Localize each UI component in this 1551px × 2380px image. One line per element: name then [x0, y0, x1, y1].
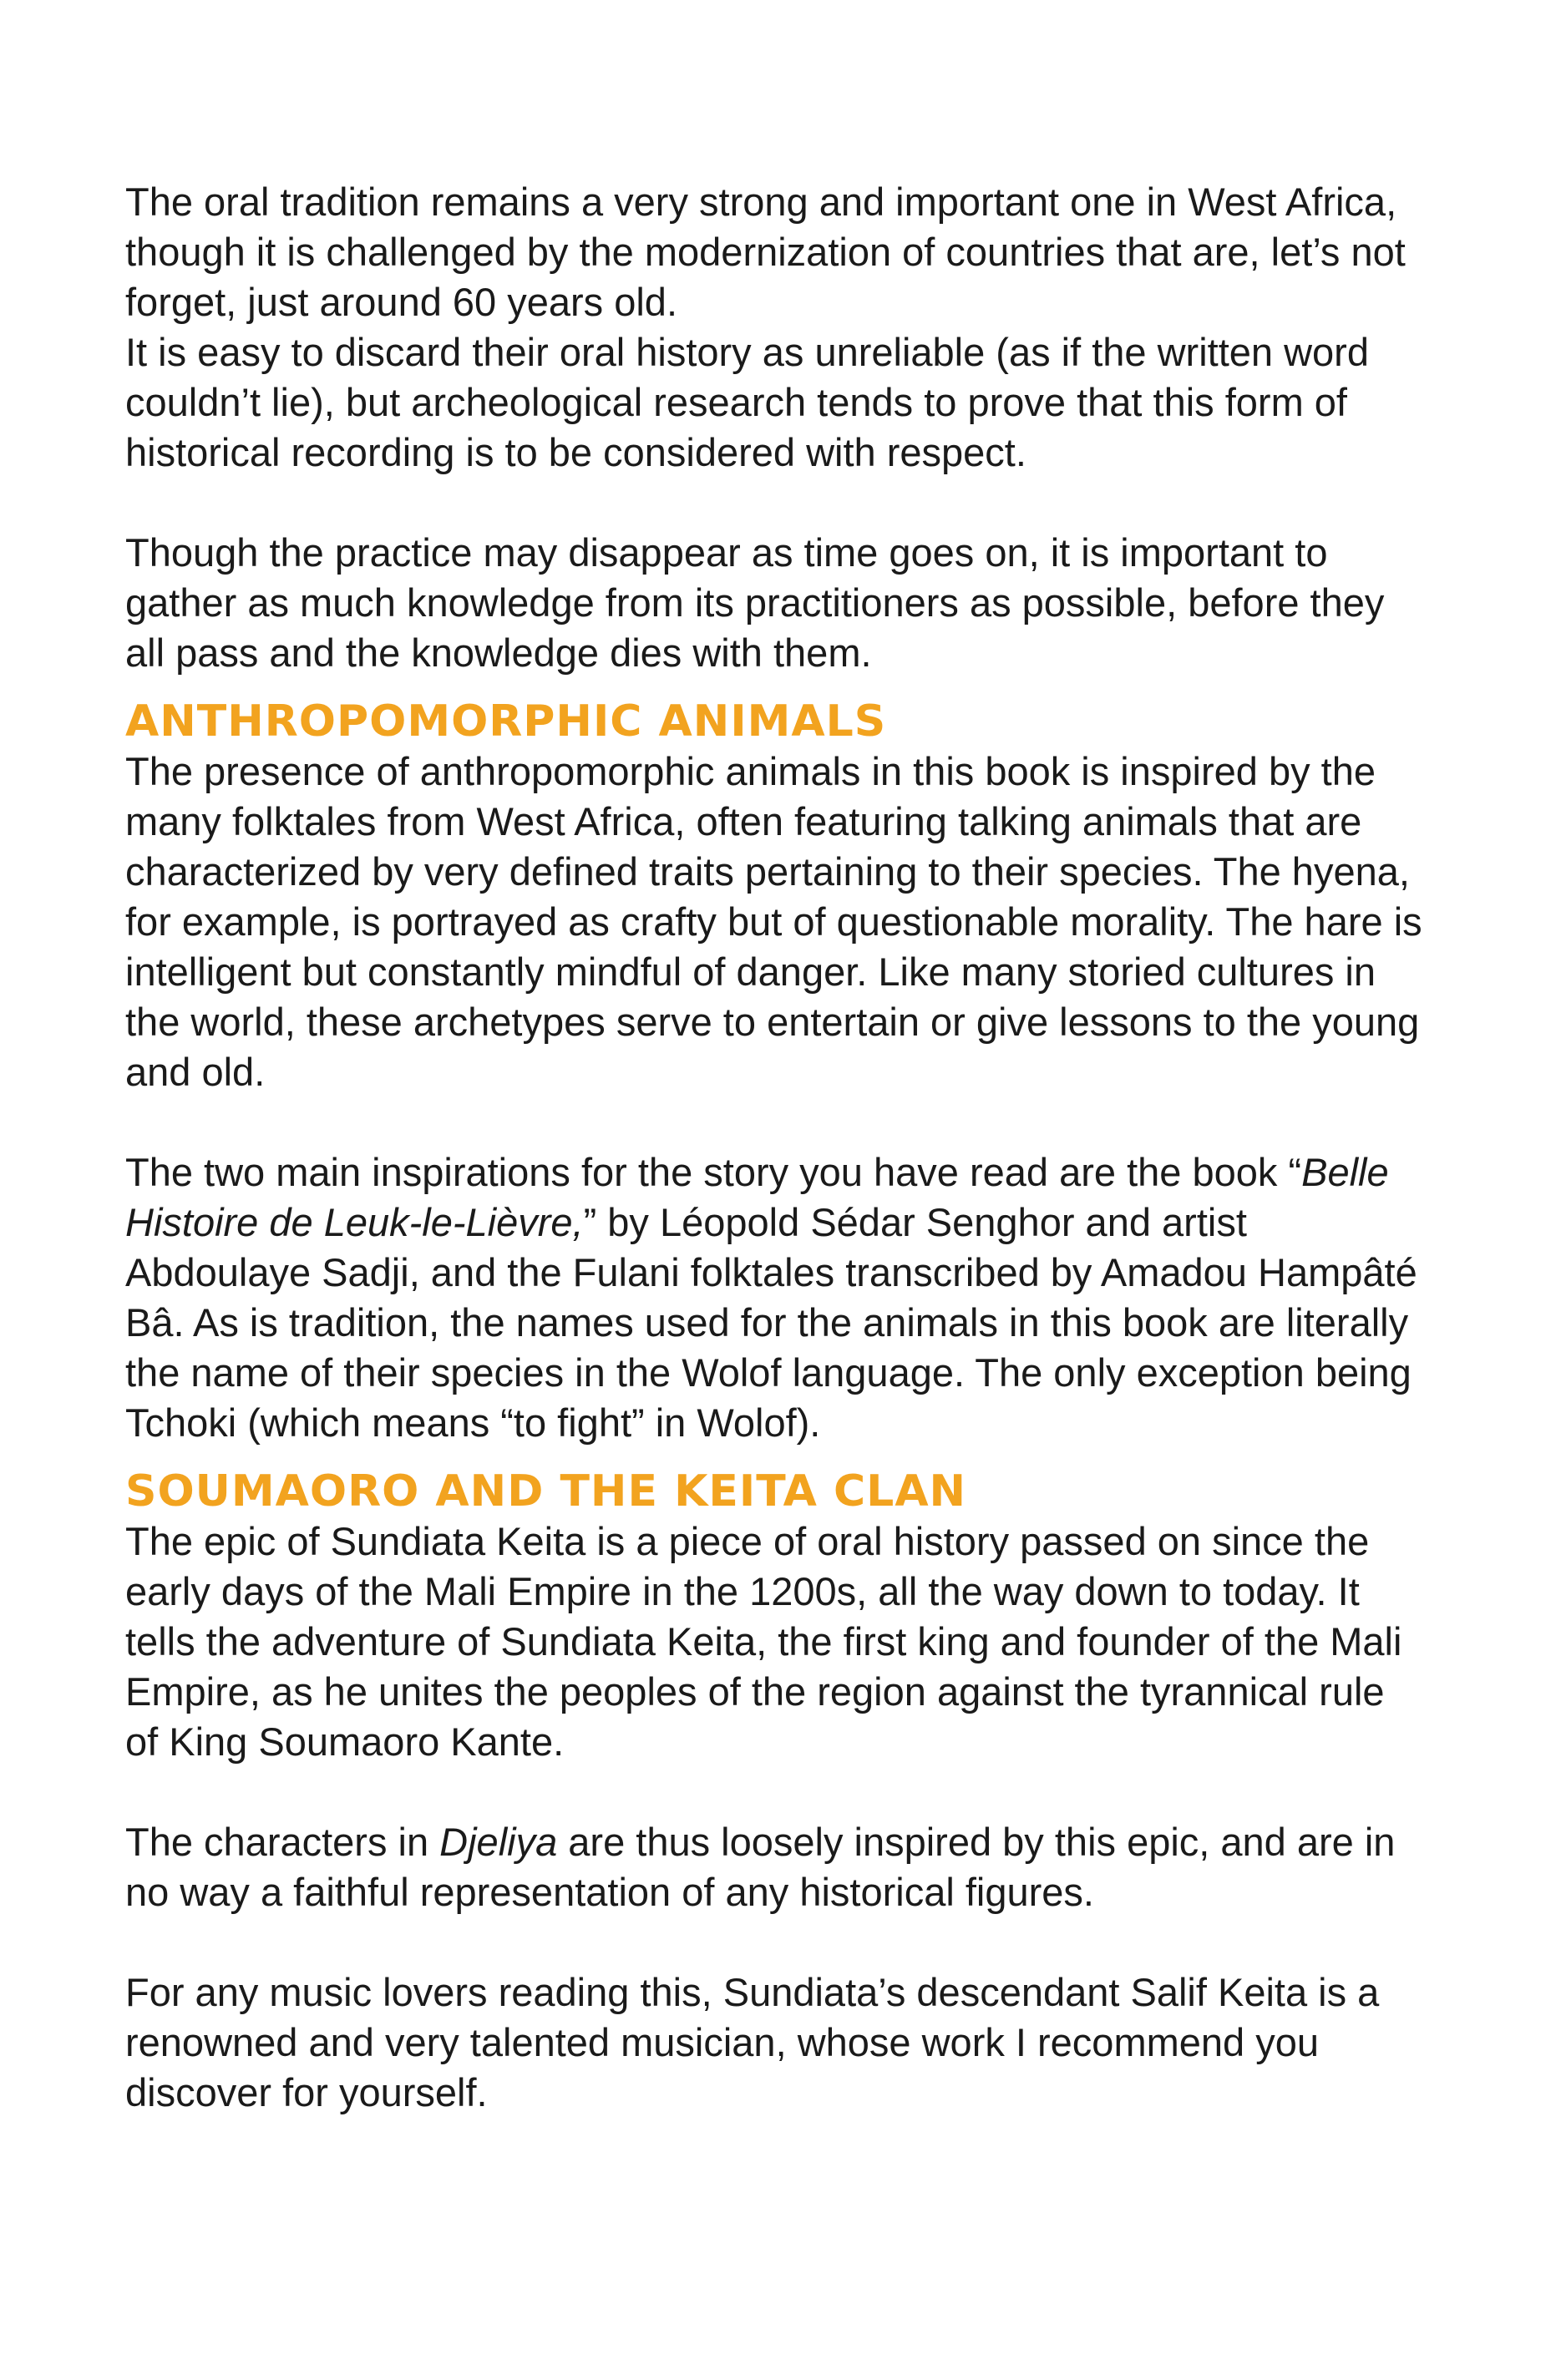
intro-paragraph-1: The oral tradition remains a very strong and important one in West Africa, though it is challenged by the modernization of countries that are, let’s not forget, just around 60 years old.	[125, 180, 1406, 324]
intro-paragraph-3: Though the practice may disappear as time goes on, it is important to gather as much knowledge from its practitioners as possible, before they all pass and the knowledge dies with them.	[125, 530, 1385, 675]
paragraph-gap	[125, 1767, 1424, 1817]
book-title-djeliya: Djeliya	[439, 1820, 558, 1864]
keita-paragraph-3: For any music lovers reading this, Sundiata’s descendant Salif Keita is a renowned and very talented musician, whose work I recommend you discover for yourself.	[125, 1970, 1380, 2114]
animals-p2-rest: ” by Léopold Sédar Senghor and artist Abdoulaye Sadji, and the Fulani folktales transcribed by Amadou Hampâté Bâ. As is tradition, the names used for the animals in this book are literally the name of their species in the Wolof language. The only exception being Tchoki (which means “to fight” in Wolof).	[125, 1200, 1417, 1445]
intro-paragraph-2: It is easy to discard their oral history as unreliable (as if the written word couldn’t lie), but archeological research tends to prove that this form of historical recording is to be considered with respect.	[125, 330, 1369, 474]
animals-paragraph-1: The presence of anthropomorphic animals in this book is inspired by the many folktales from West Africa, often featuring talking animals that are characterized by very defined traits pertaining to their species. The hyena, for example, is portrayed as crafty but of questionable morality. The hare is intelligent but constantly mindful of danger. Like many storied cultures in the world, these archetypes serve to entertain or give lessons to the young and old.	[125, 749, 1422, 1094]
page-body	[125, 177, 1424, 2118]
keita-paragraph-2	[125, 1817, 1424, 1917]
animals-paragraph-2	[125, 1147, 1424, 1448]
paragraph-gap	[125, 1097, 1424, 1147]
keita-p2-rest: are thus loosely inspired by this epic, and are in no way a faithful representation of any historical figures.	[125, 1820, 1396, 1914]
section-heading-animals: ANTHROPOMORPHIC ANIMALS	[125, 696, 887, 747]
keita-p2-lead: The characters in	[125, 1820, 440, 1864]
section-heading-keita: SOUMAORO AND THE KEITA CLAN	[125, 1466, 967, 1517]
book-title-leuk: Belle Histoire de Leuk-le-Lièvre,	[125, 1150, 1389, 1244]
paragraph-gap	[125, 478, 1424, 528]
animals-p2-lead: The two main inspirations for the story you have read are the book “	[125, 1150, 1302, 1194]
paragraph-gap	[125, 1917, 1424, 1967]
keita-paragraph-1: The epic of Sundiata Keita is a piece of oral history passed on since the early days of the Mali Empire in the 1200s, all the way down to today. It tells the adventure of Sundiata Keita, the first king and founder of the Mali Empire, as he unites the peoples of the region against the tyrannical rule of King Soumaoro Kante.	[125, 1519, 1402, 1764]
